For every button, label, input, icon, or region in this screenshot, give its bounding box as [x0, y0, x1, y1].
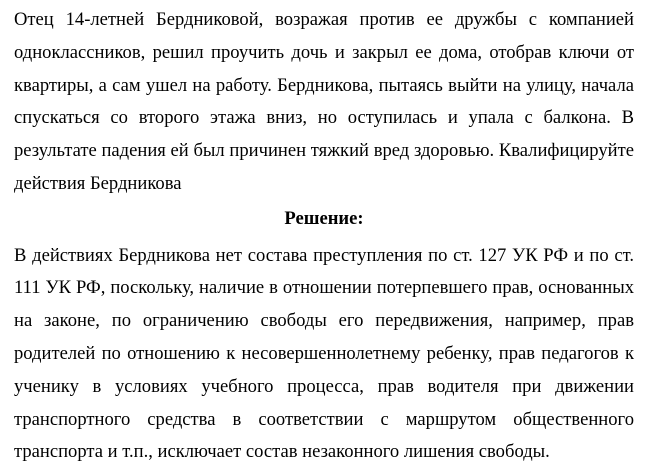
solution-heading: Решение:	[284, 207, 364, 229]
solution-paragraph: В действиях Бердникова нет состава преступления по ст. 127 УК РФ и по ст. 111 УК РФ, поскольку, наличие в отношении потерпевшего прав, основанных на законе, по ограничению свободы его передвижения, например, прав родителей по отношению к несовершеннолетнему ребенку, прав педагогов к ученику в условиях учебного процесса, прав водителя при движении транспортного средства в соответствии с маршрутом общественного транспорта и т.п., исключает состав незаконного лишения свободы.	[14, 244, 634, 463]
problem-paragraph: Отец 14-летней Бердниковой, возражая против ее дружбы с компанией одноклассников, решил проучить дочь и закрыл ее дома, отобрав ключи от квартиры, а сам ушел на работу. Бердникова, пытаясь выйти на улицу, начала спускаться со второго этажа вниз, но оступилась и упала с балкона. В результате падения ей был причинен тяжкий вред здоровью. Квалифицируйте действия Бердникова	[14, 9, 634, 194]
